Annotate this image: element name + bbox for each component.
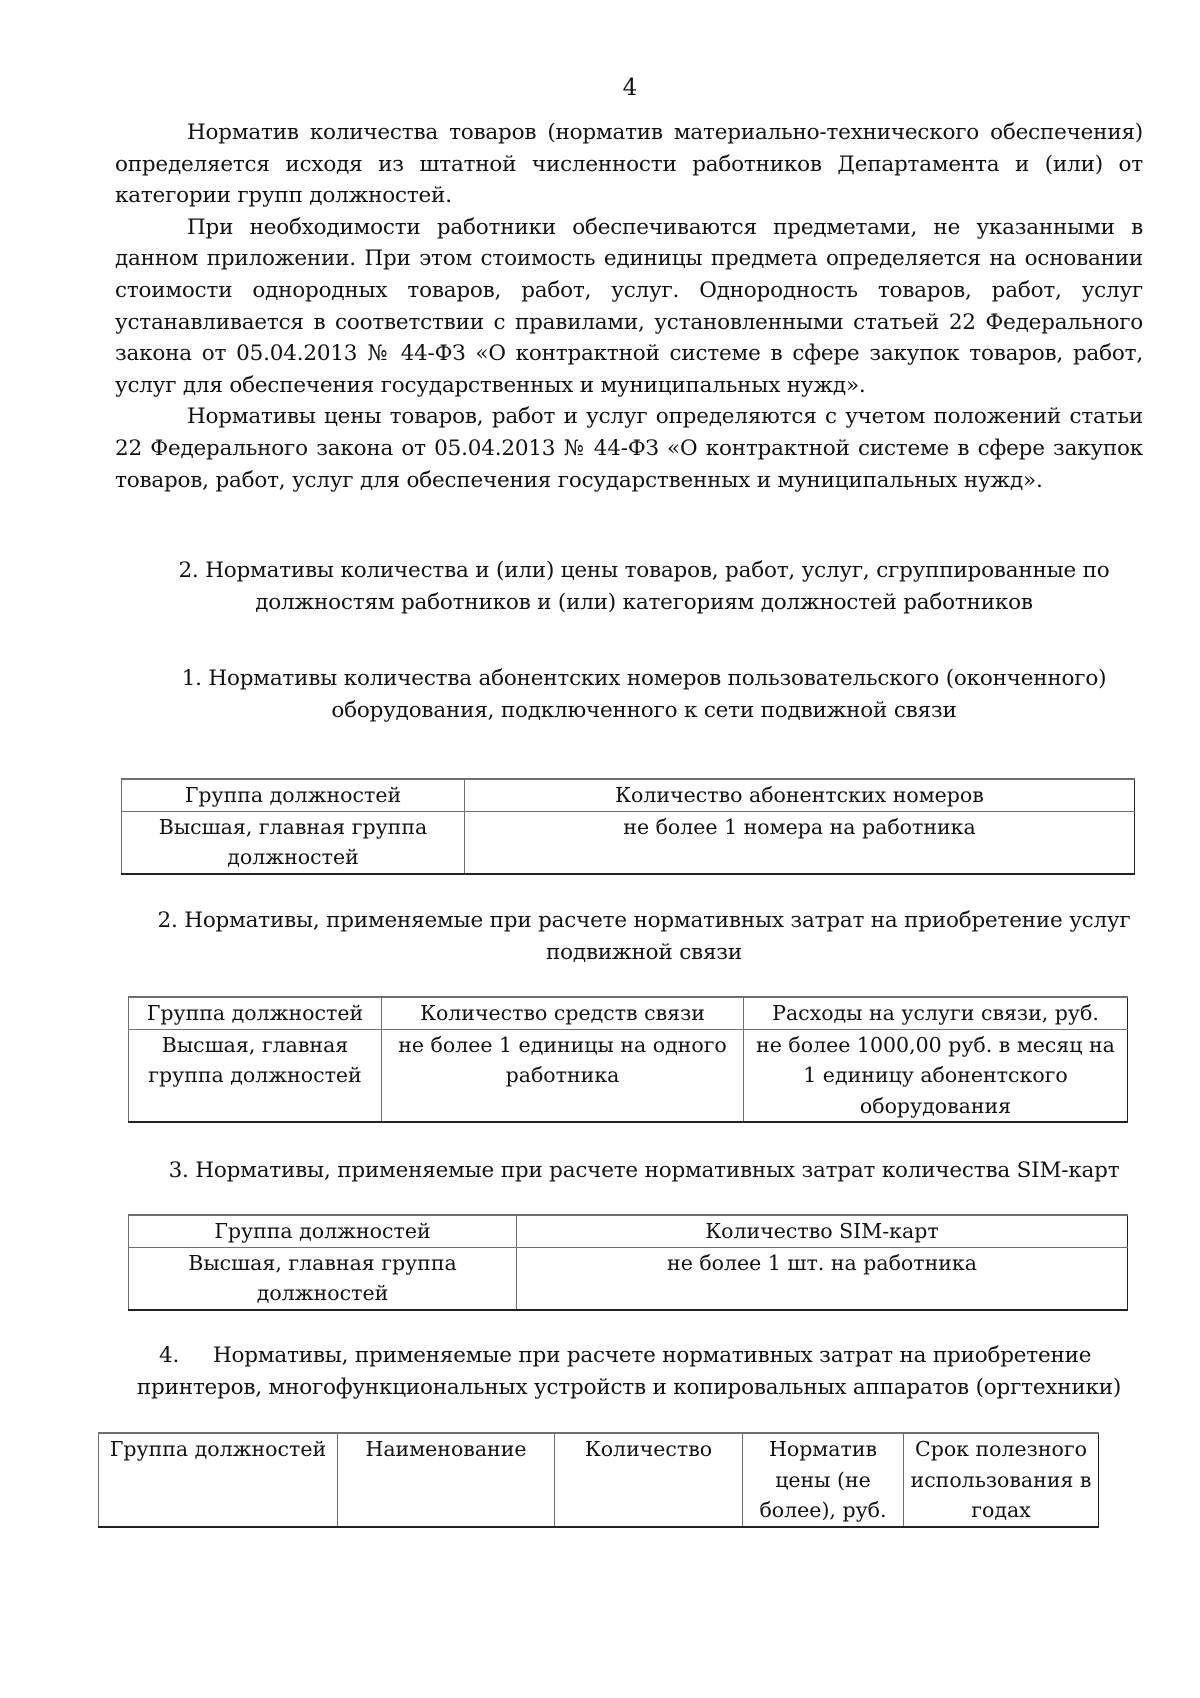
intro-text	[115, 117, 1143, 496]
table-title-line	[115, 1340, 1143, 1372]
table-cell: не более 1 единицы на одного работника	[382, 1029, 744, 1122]
page-number: 4	[622, 75, 638, 101]
table-3-title	[115, 1155, 1143, 1187]
section-heading-line: должностям работников и (или) категориям должностей работников	[255, 589, 1033, 615]
table-cell: Высшая, главная группа должностей	[122, 811, 465, 874]
table-2-title	[115, 905, 1143, 968]
column-header: Группа должностей	[122, 779, 465, 811]
table-cell: не более 1 номера на работника	[465, 811, 1135, 874]
column-header: Группа должностей	[129, 1215, 517, 1247]
paragraph: Нормативы цены товаров, работ и услуг определяются с учетом положений статьи 22 Федерального закона от 05.04.2013 № 44-ФЗ «О контрактной системе в сфере закупок товаров, работ, услуг для обеспечения государственных и муниципальных нужд».	[115, 404, 1143, 493]
table-2	[128, 996, 1128, 1123]
table-cell: Высшая, главная группа должностей	[129, 1247, 517, 1310]
table-cell: не более 1000,00 руб. в месяц на 1 единицу абонентского оборудования	[744, 1029, 1128, 1122]
table-row	[122, 811, 1135, 874]
table-cell: Высшая, главная группа должностей	[129, 1029, 382, 1122]
table-title-line: принтеров, многофункциональных устройств и копировальных аппаратов (оргтехники)	[136, 1374, 1122, 1400]
table-4-title	[115, 1340, 1143, 1403]
column-header: Расходы на услуги связи, руб.	[744, 997, 1128, 1029]
table-title-line: подвижной связи	[546, 939, 742, 965]
table-row	[129, 1247, 1128, 1310]
table-title-line: 3. Нормативы, применяемые при расчете нормативных затрат количества SIM-карт	[168, 1158, 1120, 1183]
column-header: Наименование	[338, 1433, 555, 1527]
table-title-text: Нормативы, применяемые при расчете нормативных затрат на приобретение	[213, 1343, 1092, 1368]
paragraph: При необходимости работники обеспечиваются предметами, не указанными в данном приложении. При этом стоимость единицы предмета определяется на основании стоимости однородных товаров, работ, услуг. Однородность товаров, работ, услуг устанавливается в соответствии с правилами, установленными статьей 22 Федерального закона от 05.04.2013 № 44-ФЗ «О контрактной системе в сфере закупок товаров, работ, услуг для обеспечения государственных и муниципальных нужд».	[115, 214, 1143, 398]
paragraph: Норматив количества товаров (норматив материально-технического обеспечения) определяется исходя из штатной численности работников Департамента и (или) от категории групп должностей.	[115, 120, 1143, 209]
table-row	[129, 1029, 1128, 1122]
table-3	[128, 1214, 1128, 1311]
column-header: Количество средств связи	[382, 997, 744, 1029]
section-heading	[115, 555, 1143, 618]
table-1-title	[115, 663, 1143, 726]
column-header: Количество SIM-карт	[517, 1215, 1128, 1247]
column-header: Количество абонентских номеров	[465, 779, 1135, 811]
column-header: Норматив цены (не более), руб.	[743, 1433, 904, 1527]
table-title-number: 4.	[159, 1343, 180, 1368]
table-cell: не более 1 шт. на работника	[517, 1247, 1128, 1310]
column-header: Группа должностей	[129, 997, 382, 1029]
table-title-line: 1. Нормативы количества абонентских номеров пользовательского (оконченного)	[181, 666, 1107, 691]
table-title-line: оборудования, подключенного к сети подвижной связи	[331, 697, 957, 723]
table-title-line: 2. Нормативы, применяемые при расчете нормативных затрат на приобретение услуг	[157, 908, 1131, 933]
column-header: Группа должностей	[99, 1433, 338, 1527]
column-header: Срок полезного использования в годах	[904, 1433, 1099, 1527]
table-1	[121, 778, 1135, 875]
table-4	[98, 1432, 1099, 1528]
section-heading-line: 2. Нормативы количества и (или) цены товаров, работ, услуг, сгруппированные по	[178, 558, 1110, 583]
column-header: Количество	[555, 1433, 743, 1527]
